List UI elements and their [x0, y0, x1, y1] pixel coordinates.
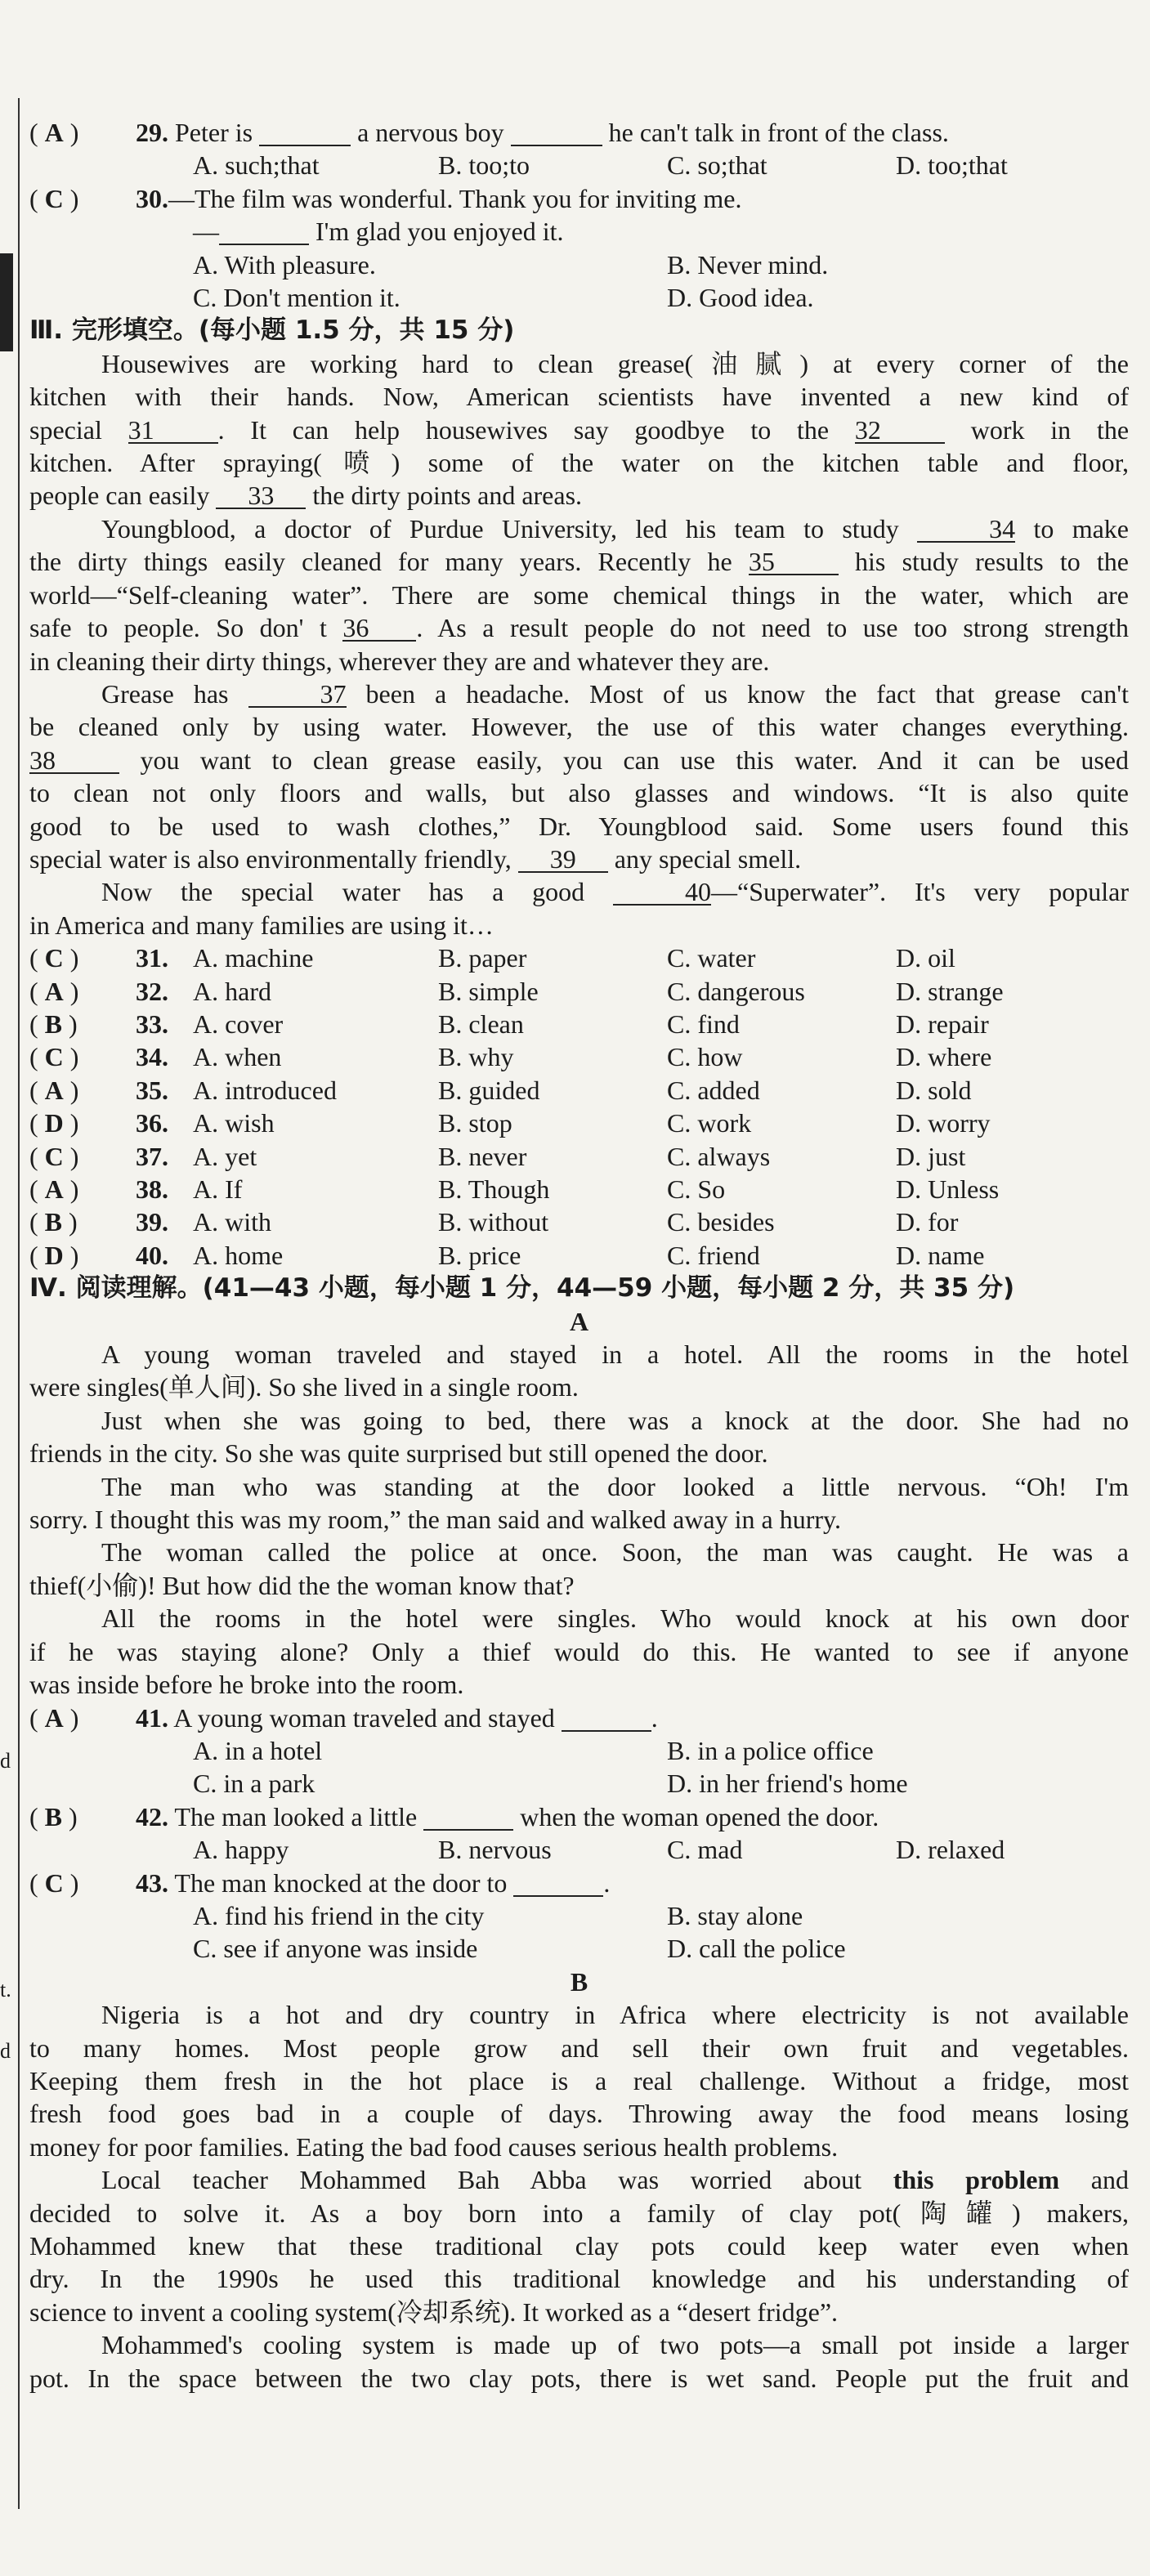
option-b: B. Though	[438, 1174, 550, 1204]
option-a: A. introduced	[193, 1075, 337, 1105]
cloze-question-row: ( A ) 32. A. hard B. simple C. dangerous D. strange	[29, 975, 1129, 1008]
cloze-line: kitchen with their hands. Now, American scientists have invented a new kind of	[29, 382, 1129, 412]
option-a: A. wish	[193, 1108, 275, 1138]
question-number: 39.	[136, 1207, 168, 1237]
cloze-line: kitchen. After spraying(喷) some of the water on the kitchen table and floor,	[29, 448, 1129, 478]
option-a: A. home	[193, 1240, 284, 1270]
cloze-blank-37: 37	[248, 682, 347, 708]
passage-line: Mohammed's cooling system is made up of two pots—a small pot inside a larger	[101, 2330, 1129, 2360]
cloze-line: special 31 . It can help housewives say goodbye to the 32 work in the	[29, 414, 1130, 445]
stem-text: The man looked a little	[174, 1801, 418, 1831]
option-d: D. strange	[896, 976, 1004, 1006]
cloze-blank-40: 40	[613, 879, 711, 906]
passage-line: friends in the city. So she was quite surprised but still opened the door.	[29, 1438, 768, 1469]
cloze-line: in America and many families are using it…	[29, 910, 494, 940]
answer-blank	[259, 120, 351, 146]
options-29	[29, 149, 1129, 181]
option-a: A. yet	[193, 1141, 257, 1171]
stem-text: he can't talk in front of the class.	[608, 118, 949, 147]
option-c: C. find	[667, 1008, 740, 1039]
option-d: D. just	[896, 1141, 966, 1171]
question-number: 42.	[136, 1801, 168, 1831]
question-number: 33.	[136, 1008, 168, 1039]
option-c: C. dangerous	[667, 976, 805, 1006]
cloze-question-row: ( B ) 33. A. cover B. clean C. find D. repair	[29, 1008, 1129, 1040]
answer: C	[44, 183, 64, 213]
passage-line: The man who was standing at the door looked a little nervous. “Oh! I'm	[101, 1471, 1129, 1501]
answer-blank	[511, 120, 602, 146]
passage-line: pot. In the space between the two clay pots, there is wet sand. People put the fruit and	[29, 2363, 1129, 2393]
passage-line: fresh food goes bad in a couple of days. Throwing away the food means losing	[29, 2099, 1129, 2129]
question-42: ( B ) 42. The man looked a little when the woman opened the door.	[29, 1801, 879, 1831]
option-c: C. added	[667, 1075, 760, 1105]
question-number: 32.	[136, 976, 168, 1006]
option-d: D. Unless	[896, 1174, 1000, 1204]
stem-text: I'm glad you enjoyed it.	[315, 217, 564, 247]
question-number: 31.	[136, 943, 168, 973]
passage-line: was inside before he broke into the room.	[29, 1670, 464, 1700]
option-b: B. guided	[438, 1075, 540, 1105]
question-41: ( A ) 41. A young woman traveled and stayed .	[29, 1702, 658, 1733]
options-30-row2	[29, 281, 1129, 314]
options-43-row2	[29, 1932, 1129, 1965]
option-b: B. price	[438, 1240, 521, 1270]
passage-line: to many homes. Most people grow and sell their own fruit and vegetables.	[29, 2033, 1129, 2063]
section-title-reading: Ⅳ. 阅读理解。(41—43 小题，每小题 1 分，44—59 小题，每小题 2 分，共 35 分)	[29, 1273, 1015, 1304]
option-c: C. besides	[667, 1207, 775, 1237]
answer: C	[44, 943, 64, 973]
cloze-line: safe to people. So don' t 36 . As a result people do not need to use too strong strength	[29, 613, 1130, 643]
option-c: C. So	[667, 1174, 726, 1204]
cloze-question-row: ( C ) 34. A. when B. why C. how D. where	[29, 1040, 1129, 1073]
option-c: C. friend	[667, 1240, 760, 1270]
cloze-blank-38: 38	[29, 748, 119, 774]
passage-a-heading: A	[569, 1306, 589, 1336]
section-title-cloze: Ⅲ. 完形填空。(每小题 1.5 分，共 15 分)	[29, 315, 515, 346]
options-43-row1	[29, 1899, 1129, 1932]
option-d: D. worry	[896, 1108, 991, 1138]
binding-mark	[0, 253, 13, 351]
answer-blank	[219, 219, 309, 245]
question-30-reply: — I'm glad you enjoyed it.	[193, 217, 564, 247]
answer: A	[44, 1174, 64, 1204]
stem-text: when the woman opened the door.	[520, 1801, 879, 1831]
option-b: B. nervous	[438, 1835, 552, 1865]
question-number: 38.	[136, 1174, 168, 1204]
option-b: B. without	[438, 1207, 549, 1237]
option-b: B. simple	[438, 976, 539, 1006]
answer-blank	[423, 1805, 513, 1831]
option-d: D. where	[896, 1042, 992, 1072]
cloze-question-row: ( D ) 40. A. home B. price C. friend D. name	[29, 1239, 1129, 1272]
passage-line: science to invent a cooling system(冷却系统). It worked as a “desert fridge”.	[29, 2296, 839, 2327]
question-number: 34.	[136, 1042, 168, 1072]
option-d: D. name	[896, 1240, 985, 1270]
passage-line: Nigeria is a hot and dry country in Africa where electricity is not available	[101, 2000, 1129, 2030]
option-a: A. in a hotel	[193, 1735, 323, 1765]
margin-letter: t.	[0, 1978, 11, 2001]
cloze-line: Youngblood, a doctor of Purdue University, led his team to study 34 to make	[101, 513, 1129, 543]
passage-b-heading: B	[570, 1966, 588, 1997]
option-d: D. in her friend's home	[667, 1769, 908, 1799]
option-b: B. clean	[438, 1008, 524, 1039]
option-a: A. With pleasure.	[193, 249, 376, 280]
cloze-line: in cleaning their dirty things, wherever they are and whatever they are.	[29, 646, 770, 676]
answer: A	[44, 976, 64, 1006]
stem-text: a nervous boy	[357, 118, 504, 147]
margin-letter: d	[0, 1749, 11, 1773]
question-number: 35.	[136, 1075, 168, 1105]
cloze-line: Grease has 37 been a headache. Most of us know the fact that grease can't	[101, 678, 1130, 709]
cloze-line: the dirty things easily cleaned for many years. Recently he 35 his study results to the	[29, 547, 1129, 577]
option-c: C. always	[667, 1141, 771, 1171]
option-c: C. see if anyone was inside	[193, 1934, 478, 1964]
option-d: D. too;that	[896, 150, 1008, 181]
margin-letter: d	[0, 2039, 11, 2063]
question-number: 29.	[136, 118, 168, 147]
cloze-questions	[29, 941, 1129, 1272]
stem-text: The man knocked at the door to	[174, 1867, 508, 1898]
cloze-question-row: ( D ) 36. A. wish B. stop C. work D. worry	[29, 1107, 1129, 1139]
option-d: D. sold	[896, 1075, 972, 1105]
option-d: D. oil	[896, 943, 955, 973]
option-b: B. stop	[438, 1108, 512, 1138]
answer-blank	[562, 1706, 651, 1732]
option-d: D. Good idea.	[667, 283, 814, 313]
passage-line: were singles(单人间). So she lived in a single room.	[29, 1372, 579, 1402]
option-d: D. call the police	[667, 1934, 846, 1964]
cloze-line: special water is also environmentally friendly, 39 any special smell.	[29, 843, 802, 874]
answer: C	[44, 1141, 64, 1171]
option-c: C. in a park	[193, 1769, 315, 1799]
cloze-line: Housewives are working hard to clean grease(油腻) at every corner of the	[101, 348, 1129, 378]
passage-line: thief(小偷)! But how did the the woman know that?	[29, 1570, 575, 1600]
option-c: C. Don't mention it.	[193, 283, 400, 313]
stem-text: —The film was wonderful. Thank you for inviting me.	[168, 183, 742, 213]
cloze-blank-36: 36	[342, 615, 416, 642]
answer: C	[44, 1042, 64, 1072]
binding-margin	[0, 98, 20, 2509]
options-41-row2	[29, 1767, 1129, 1800]
cloze-question-row: ( A ) 38. A. If B. Though C. So D. Unless	[29, 1173, 1129, 1205]
cloze-question-row: ( C ) 31. A. machine B. paper C. water D. oil	[29, 941, 1129, 974]
passage-line: Just when she was going to bed, there was a knock at the door. She had no	[101, 1405, 1129, 1435]
passage-line: A young woman traveled and stayed in a hotel. All the rooms in the hotel	[101, 1339, 1129, 1370]
option-b: B. paper	[438, 943, 527, 973]
option-c: C. so;that	[667, 150, 767, 181]
question-30: ( C ) 30.—The film was wonderful. Thank you for inviting me.	[29, 183, 742, 213]
option-d: D. for	[896, 1207, 959, 1237]
question-number: 43.	[136, 1867, 168, 1898]
option-d: D. relaxed	[896, 1835, 1005, 1865]
option-b: B. why	[438, 1042, 514, 1072]
option-b: B. Never mind.	[667, 249, 829, 280]
question-number: 30.	[136, 183, 168, 213]
answer-blank	[513, 1871, 603, 1897]
answer: A	[44, 1075, 64, 1105]
option-b: B. never	[438, 1141, 527, 1171]
question-29: ( A ) 29. Peter is a nervous boy he can't talk in front of the class.	[29, 118, 949, 147]
options-30-row1	[29, 248, 1129, 281]
cloze-line: good to be used to wash clothes,” Dr. Youngblood said. Some users found this	[29, 811, 1129, 841]
answer: D	[44, 1108, 64, 1138]
options-42	[29, 1833, 1129, 1866]
passage-line: All the rooms in the hotel were singles. Who would knock at his own door	[101, 1603, 1129, 1634]
passage-line: decided to solve it. As a boy born into a family of clay pot(陶罐) makers,	[29, 2198, 1129, 2228]
option-a: A. find his friend in the city	[193, 1900, 485, 1930]
answer: A	[44, 118, 64, 147]
question-43: ( C ) 43. The man knocked at the door to .	[29, 1867, 611, 1898]
cloze-line: to clean not only floors and walls, but also glasses and windows. “It is also quite	[29, 778, 1129, 808]
cloze-line: 38 you want to clean grease easily, you can use this water. And it can be used	[29, 745, 1130, 775]
option-b: B. in a police office	[667, 1735, 874, 1765]
passage-line: Local teacher Mohammed Bah Abba was worried about this problem and	[101, 2165, 1129, 2195]
passage-line: if he was staying alone? Only a thief would do this. He wanted to see if anyone	[29, 1636, 1129, 1666]
cloze-question-row: ( C ) 37. A. yet B. never C. always D. just	[29, 1140, 1129, 1173]
cloze-line: Now the special water has a good 40—“Superwater”. It's very popular	[101, 877, 1130, 907]
answer: B	[44, 1008, 62, 1039]
option-c: C. how	[667, 1042, 743, 1072]
options-41-row1	[29, 1734, 1129, 1767]
question-number: 40.	[136, 1240, 168, 1270]
question-number: 36.	[136, 1108, 168, 1138]
option-c: C. mad	[667, 1835, 743, 1865]
option-c: C. water	[667, 943, 756, 973]
stem-text: A young woman traveled and stayed	[173, 1702, 555, 1733]
option-a: A. hard	[193, 976, 271, 1006]
option-a: A. with	[193, 1207, 271, 1237]
bold-phrase: this problem	[893, 2165, 1060, 2195]
cloze-line: people can easily 33 the dirty points and areas.	[29, 481, 583, 511]
option-b: B. stay alone	[667, 1900, 803, 1930]
answer: B	[44, 1801, 62, 1831]
answer: A	[44, 1702, 64, 1733]
answer: C	[44, 1867, 64, 1898]
option-a: A. machine	[193, 943, 314, 973]
passage-line: dry. In the 1990s he used this traditional knowledge and his understanding of	[29, 2264, 1129, 2294]
passage-line: The woman called the police at once. Soon, the man was caught. He was a	[101, 1537, 1129, 1568]
passage-line: Keeping them fresh in the hot place is a real challenge. Without a fridge, most	[29, 2065, 1129, 2095]
cloze-blank-35: 35	[749, 549, 839, 575]
cloze-blank-39: 39	[518, 847, 608, 873]
stem-text: Peter is	[175, 118, 253, 147]
option-c: C. work	[667, 1108, 752, 1138]
cloze-blank-32: 32	[855, 418, 945, 444]
cloze-line: world—“Self-cleaning water”. There are some chemical things in the water, which are	[29, 579, 1129, 610]
cloze-question-row: ( A ) 35. A. introduced B. guided C. added D. sold	[29, 1074, 1129, 1107]
answer: D	[44, 1240, 64, 1270]
option-a: A. happy	[193, 1835, 289, 1865]
cloze-blank-31: 31	[128, 418, 218, 444]
option-b: B. too;to	[438, 150, 530, 181]
passage-line: money for poor families. Eating the bad food causes serious health problems.	[29, 2131, 839, 2162]
cloze-question-row: ( B ) 39. A. with B. without C. besides D. for	[29, 1205, 1129, 1238]
option-a: A. If	[193, 1174, 243, 1204]
option-a: A. when	[193, 1042, 282, 1072]
passage-line: Mohammed knew that these traditional clay pots could keep water even when	[29, 2231, 1129, 2261]
question-number: 37.	[136, 1141, 168, 1171]
answer: B	[44, 1207, 62, 1237]
question-number: 41.	[136, 1702, 168, 1733]
cloze-line: be cleaned only by using water. However, the use of this water changes everything.	[29, 712, 1129, 742]
cloze-blank-34: 34	[917, 517, 1015, 543]
option-a: A. cover	[193, 1008, 284, 1039]
option-d: D. repair	[896, 1008, 989, 1039]
passage-line: sorry. I thought this was my room,” the man said and walked away in a hurry.	[29, 1505, 841, 1535]
option-a: A. such;that	[193, 150, 320, 181]
cloze-blank-33: 33	[216, 483, 306, 509]
exam-content	[29, 116, 1129, 2395]
